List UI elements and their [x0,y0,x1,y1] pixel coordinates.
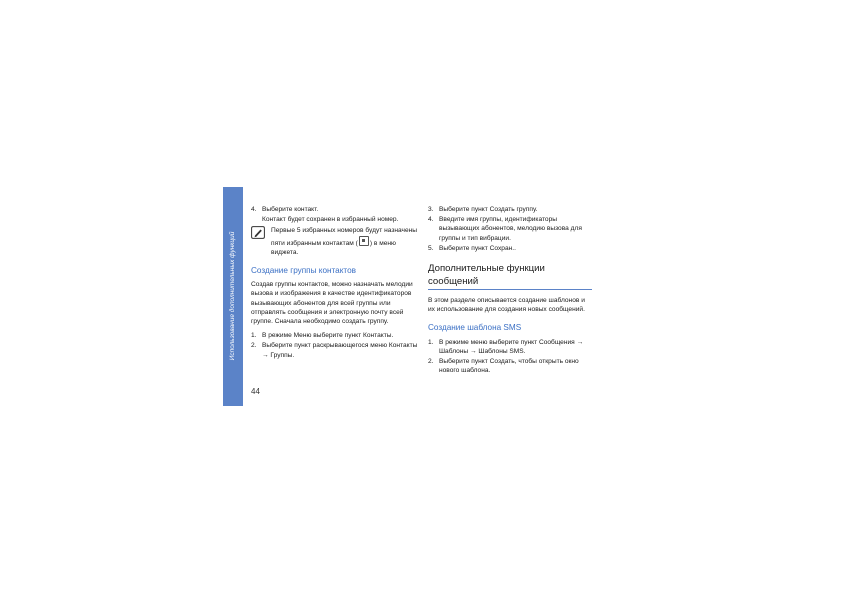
step-item [251,331,419,340]
step-item [428,244,592,253]
section-paragraph: В этом разделе описывается создание шаблонов и их использование для создания новых сообщений. [428,297,585,314]
step-number: 5. [428,244,434,252]
step-text: Выберите пункт Создать группу. [439,206,538,213]
step-subtext: Контакт будет сохранен в избранный номер. [262,216,399,224]
step-number: 2. [428,358,434,366]
section-subheading: Создание шаблона SMS [428,323,522,333]
note-text: Первые 5 избранных номеров будут назначены пяти избранным контактам ( ) в меню виджета. [271,227,417,256]
right-column [428,205,592,376]
step-number: 4. [251,206,257,213]
step-item [251,341,419,359]
step-number: 2. [251,342,257,350]
step-text: Выберите пункт Сохран.. [439,244,516,252]
section-paragraph: Создав группы контактов, можно назначать мелодии вызова и изображения в качестве идентификаторов вызывающих абонентов для всей группы или отправлять сообщения и электронную почту всей группе. Сначала необходимо создать группу. [251,281,413,326]
step-text: В режиме Меню выберите пункт Контакты. [262,332,394,340]
sidebar-section-title: Использование дополнительных функций [229,231,236,361]
left-column [251,205,419,361]
step-text: Выберите контакт. [262,206,319,213]
step-number: 4. [428,216,434,224]
step-item [428,215,592,243]
note-pencil-icon [251,226,265,239]
step-item [428,205,592,214]
page-number: 44 [251,387,260,396]
step-item [428,357,592,375]
note-block [251,226,419,257]
step-number: 3. [428,206,434,213]
note-text-before: Первые 5 избранных номеров будут назначены пяти избранным контактам [271,227,417,247]
step-text: Выберите пункт раскрывающегося меню Контакты → Группы. [262,342,418,359]
section-subheading: Создание группы контактов [251,266,356,276]
step-text: Выберите пункт Создать, чтобы открыть окно нового шаблона. [439,358,579,375]
section-heading: Дополнительные функции сообщений [428,263,592,290]
step-item [251,205,419,214]
note-text-after: в меню виджета. [271,239,396,256]
step-text: В режиме меню выберите пункт Сообщения → Шаблоны → Шаблоны SMS. [439,338,584,355]
widget-picture-icon [359,236,369,246]
step-number: 1. [428,338,434,346]
step-number: 1. [251,332,257,340]
step-item [428,338,592,356]
step-text: Введите имя группы, идентификаторы вызывающих абонентов, мелодию вызова для группы и тип вибрации. [439,216,582,242]
